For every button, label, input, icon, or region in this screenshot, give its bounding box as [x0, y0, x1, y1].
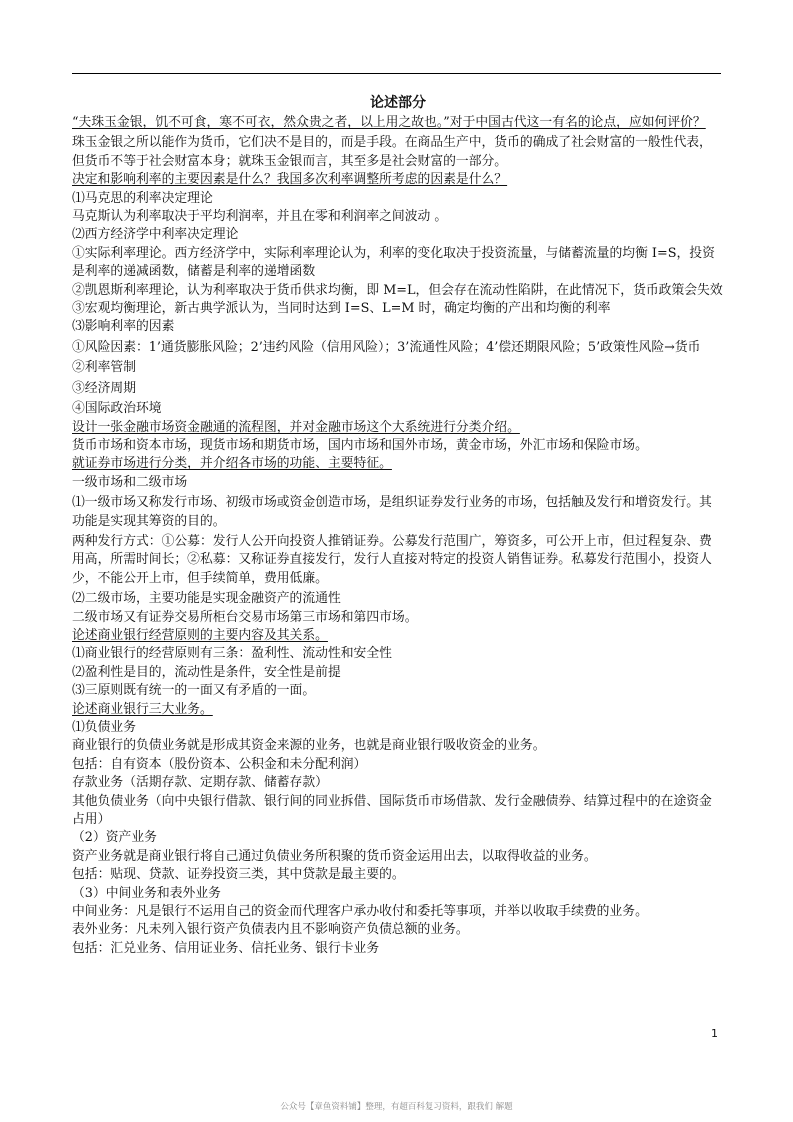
- answer-paragraph: ⑵盈利性是目的，流动性是条件，安全性是前提: [72, 664, 341, 680]
- answer-paragraph: ⑴商业银行的经营原则有三条：盈利性、流动性和安全性: [72, 646, 392, 662]
- answer-paragraph: 珠玉金银之所以能作为货币，它们决不是目的，而是手段。在商品生产中，货币的确成了社会财富的一般性代表，但货币不等于社会财富本身；就珠玉金银而言，其至多是社会财富的一部分。: [72, 135, 712, 169]
- answer-paragraph: ④国际政治环境: [72, 401, 162, 417]
- header-rule: [72, 73, 721, 74]
- answer-paragraph: 中间业务：凡是银行不运用自己的资金而代理客户承办收付和委托等事项，并举以收取手续费的业务。: [72, 904, 648, 920]
- question-4: 就证券市场进行分类，并介绍各市场的功能、主要特征。: [72, 456, 392, 472]
- answer-paragraph: （3）中间业务和表外业务: [72, 885, 221, 901]
- answer-paragraph: 一级市场和二级市场: [72, 474, 188, 490]
- question-3: 设计一张金融市场资金融通的流程图，并对金融市场这个大系统进行分类介绍。: [72, 419, 520, 435]
- answer-paragraph: 表外业务：凡未列入银行资产负债表内且不影响资产负债总额的业务。: [72, 922, 469, 938]
- answer-paragraph: 其他负债业务（向中央银行借款、银行间的同业拆借、国际货币市场借款、发行金融债券、结算过程中的在途资金占用）: [72, 793, 712, 828]
- answer-paragraph: ②凯恩斯利率理论，认为利率取决于货币供求均衡，即 M=L，但会存在流动性陷阱，在此情况下，货币政策会失效: [72, 282, 723, 298]
- answer-paragraph: 两种发行方式：①公募：发行人公开向投资人推销证券。公募发行范围广，筹资多，可公开上市，但过程复杂、费用高，所需时间长；②私募：又称证券直接发行，发行人直接对特定的投资人销售证券。私募发行范围小，投资人少，不能公开上市，但手续简单，费用低廉。: [72, 533, 712, 586]
- answer-paragraph: ⑵西方经济学中利率决定理论: [72, 227, 239, 243]
- answer-paragraph: 包括：贴现、贷款、证券投资三类，其中贷款是最主要的。: [72, 867, 405, 883]
- answer-paragraph: ③经济周期: [72, 380, 136, 396]
- answer-paragraph: 资产业务就是商业银行将自己通过负债业务所积聚的货币资金运用出去，以取得收益的业务。: [72, 848, 597, 864]
- question-5: 论述商业银行经营原则的主要内容及其关系。: [72, 627, 328, 643]
- answer-paragraph: ⑵二级市场，主要功能是实现金融资产的流通性: [72, 591, 341, 607]
- answer-paragraph: 货币市场和资本市场，现货市场和期货市场，国内市场和国外市场，黄金市场，外汇市场和保险市场。: [72, 437, 648, 453]
- answer-paragraph: ③宏观均衡理论，新古典学派认为，当同时达到 I=S、L=M 时，确定均衡的产出和均衡的利率: [72, 301, 611, 317]
- answer-paragraph: 商业银行的负债业务就是形成其资金来源的业务，也就是商业银行吸收资金的业务。: [72, 738, 546, 754]
- answer-paragraph: ⑴一级市场又称发行市场、初级市场或资金创造市场，是组织证券发行业务的市场，包括触及发行和增资发行。其功能是实现其筹资的目的。: [72, 495, 712, 529]
- answer-paragraph: 存款业务（活期存款、定期存款、储蓄存款）: [72, 775, 328, 791]
- document-body: [72, 94, 724, 958]
- answer-paragraph: ⑶影响利率的因素: [72, 319, 175, 335]
- answer-paragraph: 二级市场又有证券交易所柜台交易市场第三市场和第四市场。: [72, 609, 418, 625]
- question-2: 决定和影响利率的主要因素是什么？我国多次利率调整所考虑的因素是什么？: [72, 172, 508, 188]
- answer-paragraph: ①实际利率理论。西方经济学中，实际利率理论认为，利率的变化取决于投资流量，与储蓄流量的均衡 I=S，投资是利率的递减函数，储蓄是利率的递增函数: [72, 245, 715, 280]
- answer-paragraph: 包括：汇兑业务、信用证业务、信托业务、银行卡业务: [72, 940, 380, 956]
- answer-paragraph: ⑴负债业务: [72, 720, 136, 735]
- question-6: 论述商业银行三大业务。: [72, 701, 213, 717]
- footer-note: 公众号【章鱼资料铺】整理，有超百科复习资料，跟我们 解题: [280, 1102, 513, 1112]
- answer-paragraph: （2）资产业务: [72, 830, 157, 846]
- answer-paragraph: ①风险因素：1’通货膨胀风险；2’违约风险（信用风险）；3’流通性风险；4’偿还期限风险；5’政策性风险→货币: [72, 339, 701, 355]
- question-1: “夫珠玉金银，饥不可食，寒不可衣，然众贵之者，以上用之故也。”对于中国古代这一有名的论点，应如何评价？: [72, 115, 706, 130]
- answer-paragraph: 马克斯认为利率取决于平均利润率，并且在零和利润率之间波动 。: [72, 209, 448, 225]
- answer-paragraph: ⑴马克思的利率决定理论: [72, 190, 213, 206]
- answer-paragraph: ②利率管制: [72, 360, 136, 376]
- page-title: 论述部分: [370, 95, 426, 111]
- page-number: 1: [711, 1027, 718, 1040]
- answer-paragraph: 包括：自有资本（股份资本、公积金和未分配利润）: [72, 756, 367, 772]
- answer-paragraph: ⑶三原则既有统一的一面又有矛盾的一面。: [72, 683, 316, 699]
